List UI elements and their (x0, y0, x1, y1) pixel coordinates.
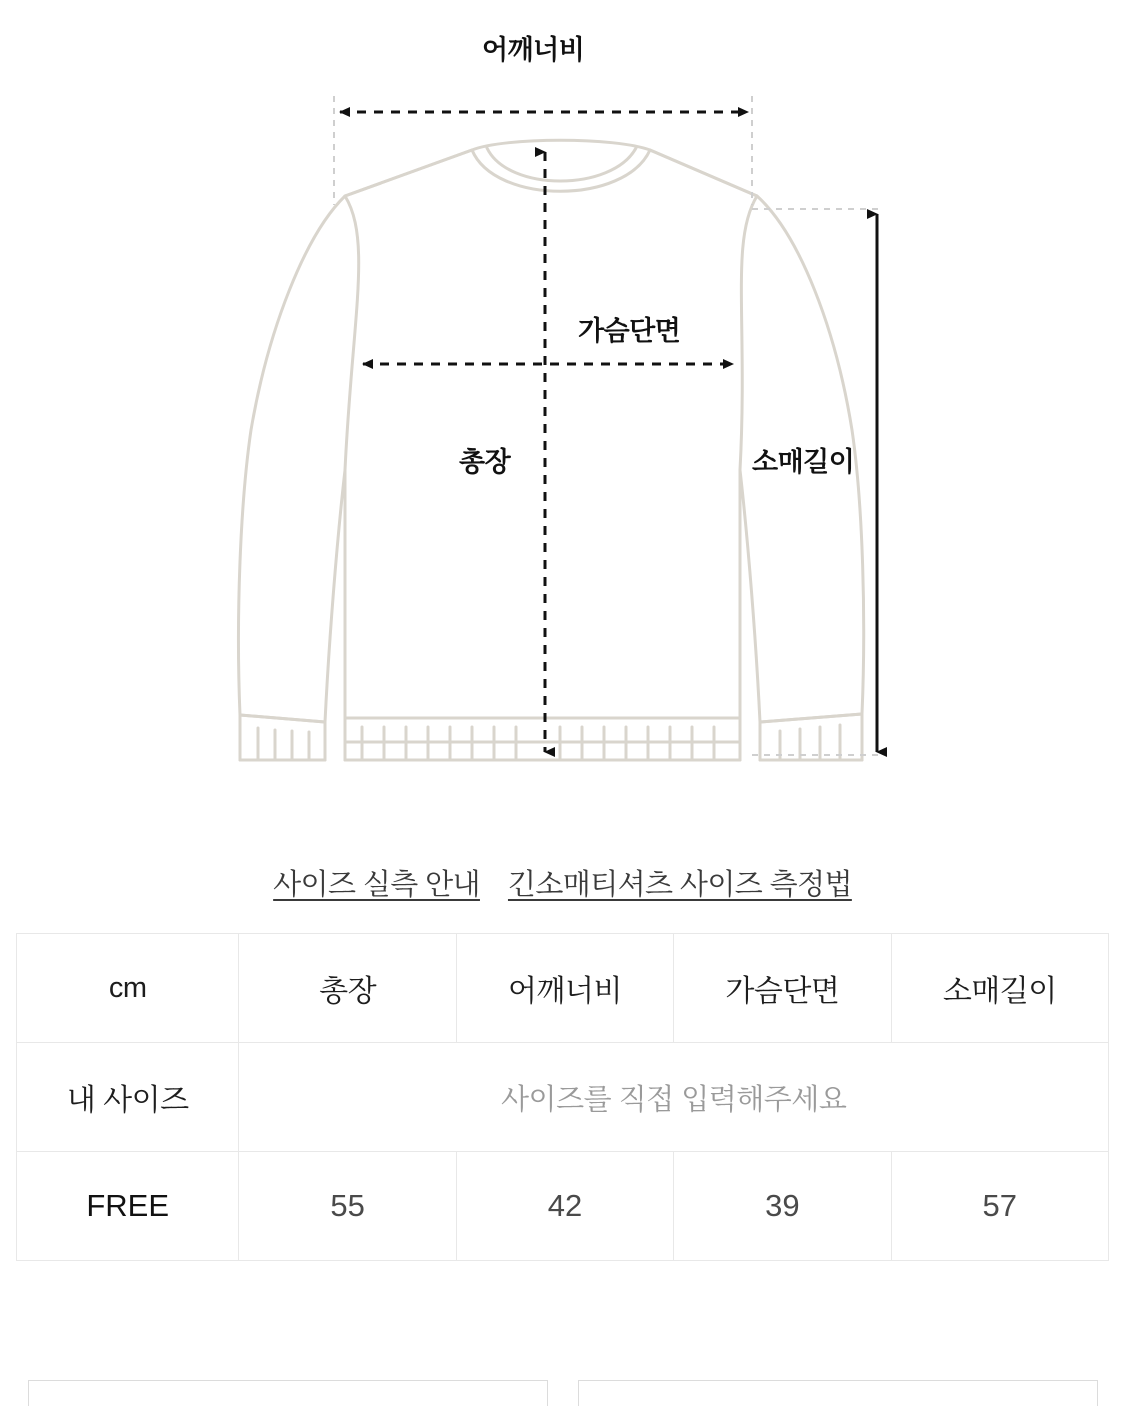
guide-links (0, 840, 1125, 933)
label-sleeve-length: 소매길이 (752, 447, 855, 477)
header-chest-width: 가슴단면 (674, 934, 891, 1043)
table-header-row (17, 934, 1109, 1043)
bottom-right-button[interactable] (578, 1380, 1098, 1406)
cell-shoulder-width: 42 (456, 1152, 673, 1261)
header-shoulder-width: 어깨너비 (456, 934, 673, 1043)
my-size-label: 내 사이즈 (17, 1043, 239, 1152)
size-measure-guide-link[interactable]: 사이즈 실측 안내 (273, 869, 480, 901)
my-size-input[interactable]: 사이즈를 직접 입력해주세요 (239, 1043, 1109, 1152)
cell-chest-width: 39 (674, 1152, 891, 1261)
header-total-length: 총장 (239, 934, 456, 1043)
cell-sleeve-length: 57 (891, 1152, 1108, 1261)
header-sleeve-length: 소매길이 (891, 934, 1108, 1043)
label-shoulder-width: 어깨너비 (482, 35, 585, 65)
row-size-name: FREE (17, 1152, 239, 1261)
bottom-button-strip (0, 1380, 1125, 1406)
header-unit: cm (17, 934, 239, 1043)
label-total-length: 총장 (459, 447, 511, 477)
size-table (16, 933, 1109, 1261)
bottom-left-button[interactable] (28, 1380, 548, 1406)
cell-total-length: 55 (239, 1152, 456, 1261)
my-size-row (17, 1043, 1109, 1152)
longsleeve-measure-method-link[interactable]: 긴소매티셔츠 사이즈 측정법 (507, 869, 852, 901)
table-row (17, 1152, 1109, 1261)
label-chest-width: 가슴단면 (578, 316, 681, 346)
